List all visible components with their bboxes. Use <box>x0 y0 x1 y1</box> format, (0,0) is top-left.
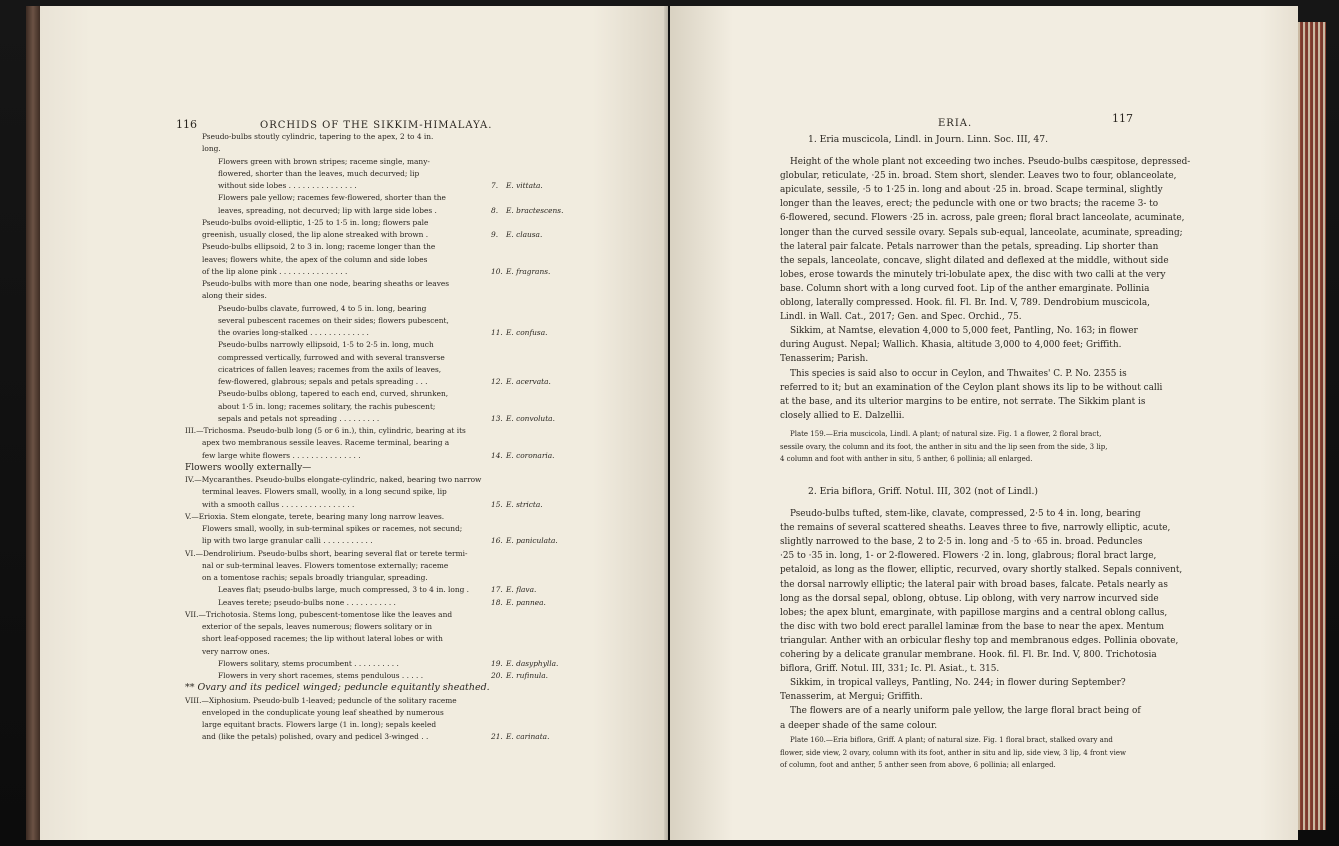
key-line <box>190 499 615 511</box>
body-line: slightly narrowed to the base, 2 to 2·5 in. long and ·5 to ·65 in. broad. Peduncles <box>780 537 1143 548</box>
body-line: lobes; the apex blunt, emarginate, with papillose margins and a central oblong callus, <box>780 607 1168 618</box>
key-line <box>190 376 615 388</box>
key-line-text: Pseudo-bulbs clavate, furrowed, 4 to 5 in. long, bearing <box>218 303 427 313</box>
body-line: a deeper shade of the same colour. <box>780 720 938 731</box>
key-line-text: several pubescent racemes on their sides; flowers pubescent, <box>218 315 449 325</box>
key-line <box>190 646 615 658</box>
key-line-text: exterior of the sepals, leaves numerous; flowers solitary or in <box>202 622 432 631</box>
body-line: Height of the whole plant not exceeding two inches. Pseudo-bulbs cæspitose, depressed- <box>790 157 1191 167</box>
body-line: referred to it; but an examination of the Ceylon plant shows its lip to be without calli <box>780 382 1163 393</box>
body-line: the remains of several scattered sheaths. Leaves three to five, narrowly elliptic, acute, <box>780 523 1171 534</box>
body-line: globular, reticulate, ·25 in. broad. Stem short, slender. Leaves two to four, oblanceolate, <box>780 171 1177 182</box>
key-line-text: without side lobes . . . . . . . . . . . . . . . <box>218 181 357 190</box>
key-line-text: Flowers solitary, stems procumbent . . . . . . . . . . <box>218 658 399 668</box>
key-line-text: Pseudo-bulbs narrowly ellipsoid, 1·5 to 2·5 in. long, much <box>218 340 434 350</box>
running-head: ORCHIDS OF THE SIKKIM-HIMALAYA. <box>260 120 493 131</box>
key-line <box>190 180 615 192</box>
species-number: 7. <box>491 181 499 190</box>
key-line-text: on a tomentose rachis; sepals broadly triangular, spreading. <box>202 573 428 582</box>
species-name: E. clausa. <box>506 230 543 239</box>
key-line-text: apex two membranous sessile leaves. Raceme terminal, bearing a <box>202 438 450 448</box>
key-line-text: leaves; flowers white, the apex of the column and side lobes <box>202 254 428 264</box>
key-line-text: few-flowered, glabrous; sepals and petals spreading . . . <box>218 377 428 386</box>
key-line <box>190 217 615 229</box>
key-line-text: cicatrices of fallen leaves; racemes from the axils of leaves, <box>218 364 442 374</box>
species-number: 20. <box>491 671 503 680</box>
body-line: Pseudo-bulbs tufted, stem-like, clavate, compressed, 2·5 to 4 in. long, bearing <box>790 509 1141 519</box>
key-line-text: Flowers woolly externally— <box>185 462 312 473</box>
species-number: 17. <box>491 585 503 595</box>
species-number: 18. <box>491 597 503 607</box>
key-line <box>190 597 615 609</box>
key-line <box>185 548 615 560</box>
body-line: long as the dorsal sepal, oblong, obtuse. Lip oblong, with very narrow incurved side <box>780 593 1159 604</box>
key-line-text: long. <box>202 144 221 154</box>
key-line-text: along their sides. <box>202 291 267 301</box>
body-line: the dorsal narrowly elliptic; the lateral pair with broad bases, falcate. Petals nearly as <box>780 579 1168 590</box>
plate-caption: of column, foot and anther, 5 anther seen from above, 6 pollinia; all enlarged. <box>780 761 1056 769</box>
species-key <box>185 131 615 744</box>
body-line: triangular. Anther with an orbicular fleshy top and membranous edges. Pollinia obovate, <box>780 635 1179 646</box>
body-line: petaloid, as long as the flower, elliptic, recurved, ovary shortly stalked. Sepals connivent, <box>780 565 1183 576</box>
body-line: during August. Nepal; Wallich. Khasia, altitude 3,000 to 4,000 feet; Griffith. <box>780 340 1122 351</box>
key-line <box>190 413 615 425</box>
species-number: 14. <box>491 450 503 460</box>
key-line-text: few large white flowers . . . . . . . . . . . . . . . <box>202 450 361 460</box>
key-line <box>190 670 615 682</box>
species-name: E. paniculata. <box>506 536 558 546</box>
key-line <box>185 682 615 694</box>
key-line <box>190 156 615 168</box>
species-name: E. dasyphylla. <box>506 658 559 668</box>
running-head: ERIA. <box>938 118 973 129</box>
key-line <box>185 695 615 707</box>
key-line <box>190 352 615 364</box>
key-line <box>190 168 615 180</box>
key-line <box>190 254 615 266</box>
species-number: 11. <box>491 328 503 337</box>
key-line-text: Pseudo-bulbs oblong, tapered to each end, curved, shrunken, <box>218 389 449 399</box>
key-line <box>190 584 615 596</box>
body-line: This species is said also to occur in Ceylon, and Thwaites' C. P. No. 2355 is <box>790 368 1127 379</box>
key-line-text: the ovaries long-stalked . . . . . . . . . . . . . <box>218 328 369 337</box>
key-line <box>190 241 615 253</box>
key-line-text: Leaves terete; pseudo-bulbs none . . . . . . . . . . . <box>218 597 396 607</box>
key-line-text: large equitant bracts. Flowers large (1 in. long); sepals keeled <box>202 720 437 729</box>
body-line: the sepals, lanceolate, concave, slight dilated and deflexed at the middle, without side <box>780 255 1169 266</box>
key-line-text: flowered, shorter than the leaves, much decurved; lip <box>218 168 420 178</box>
key-line <box>185 609 615 621</box>
key-line <box>190 143 615 155</box>
species-name: E. flava. <box>506 585 537 595</box>
species-number: 9. <box>491 230 499 239</box>
key-line <box>190 327 615 339</box>
key-line <box>190 707 615 719</box>
key-line-text: VI.—Dendrolirium. Pseudo-bulbs short, bearing several flat or terete termi- <box>185 548 468 558</box>
key-line-text: Leaves flat; pseudo-bulbs large, much compressed, 3 to 4 in. long . <box>218 585 470 595</box>
key-line-text: Pseudo-bulbs stoutly cylindric, tapering to the apex, 2 to 4 in. <box>202 132 434 141</box>
species-number: 21. <box>491 732 503 742</box>
species-number: 8. <box>491 205 499 215</box>
body-line: Sikkim, at Namtse, elevation 4,000 to 5,000 feet, Pantling, No. 163; in flower <box>790 326 1138 337</box>
key-line <box>190 572 615 584</box>
key-line <box>190 437 615 449</box>
species-name: E. carinata. <box>506 732 550 742</box>
key-line-text: Flowers small, woolly, in sub-terminal spikes or racemes, not secund; <box>202 524 463 533</box>
right-page-edges <box>1296 22 1326 830</box>
key-line <box>190 388 615 400</box>
species-name: E. fragrans. <box>506 266 551 276</box>
species-name: E. stricta. <box>506 499 543 509</box>
key-line <box>190 719 615 731</box>
key-line-text: IV.—Mycaranthes. Pseudo-bulbs elongate-cylindric, naked, bearing two narrow <box>185 475 482 484</box>
plate-caption: 4 column and foot with anther in situ, 5 anther, 6 pollinia; all enlarged. <box>780 455 1033 463</box>
key-line-text: Flowers green with brown stripes; raceme single, many- <box>218 156 430 166</box>
key-line-text: VIII.—Xiphosium. Pseudo-bulb 1-leaved; peduncle of the solitary raceme <box>185 695 457 705</box>
species-name: E. acervata. <box>506 377 551 386</box>
key-line <box>190 621 615 633</box>
body-line: Sikkim, in tropical valleys, Pantling, No. 244; in flower during September? <box>790 678 1126 689</box>
key-line-text: terminal leaves. Flowers small, woolly, in a long secund spike, lip <box>202 487 447 497</box>
species-number: 19. <box>491 658 503 668</box>
left-cover-edge <box>26 6 40 840</box>
key-line-text: of the lip alone pink . . . . . . . . . . . . . . . <box>202 266 348 276</box>
section-title: 1. Eria muscicola, Lindl. in Journ. Linn. Soc. III, 47. <box>808 134 1049 145</box>
key-line-text: compressed vertically, furrowed and with several transverse <box>218 352 445 362</box>
key-line <box>190 303 615 315</box>
page-number: 116 <box>176 118 197 131</box>
species-name: E. vittata. <box>506 181 543 190</box>
body-line: apiculate, sessile, ·5 to 1·25 in. long and about ·25 in. broad. Scape terminal, slightly <box>780 185 1163 196</box>
body-line: base. Column short with a long curved foot. Lip of the anther emarginate. Pollinia <box>780 283 1150 294</box>
key-line <box>190 523 615 535</box>
key-line <box>190 229 615 241</box>
key-line <box>190 131 615 143</box>
species-name: E. convoluta. <box>506 413 555 423</box>
key-line <box>190 278 615 290</box>
body-line: lobes, erose towards the minutely tri-lobulate apex, the disc with two calli at the very <box>780 269 1166 280</box>
key-line <box>185 462 615 474</box>
species-number: 12. <box>491 377 503 386</box>
key-line-text: III.—Trichosma. Pseudo-bulb long (5 or 6 in.), thin, cylindric, bearing at its <box>185 426 466 435</box>
species-number: 15. <box>491 499 503 509</box>
body-line: Lindl. in Wall. Cat., 2017; Gen. and Spec. Orchid., 75. <box>780 312 1022 323</box>
body-line: the lateral pair falcate. Petals narrower than the petals, spreading. Lip shorter than <box>780 241 1159 252</box>
body-line: biflora, Griff. Notul. III, 331; Ic. Pl. Asiat., t. 315. <box>780 664 1000 675</box>
body-line: longer than the curved sessile ovary. Sepals sub-equal, lanceolate, acuminate, spreading; <box>780 227 1183 238</box>
body-line: cohering by a delicate granular membrane. Hook. fil. Fl. Br. Ind. V, 800. Trichotosia <box>780 650 1157 660</box>
key-line-text: Flowers pale yellow; racemes few-flowered, shorter than the <box>218 193 446 203</box>
key-line <box>190 560 615 572</box>
plate-caption: sessile ovary, the column and its foot, the anther in situ and the lip seen from the side, 3 lip, <box>780 442 1108 451</box>
body-line: longer than the leaves, erect; the peduncle with one or two bracts; the raceme 3- to <box>780 199 1159 210</box>
body-line: The flowers are of a nearly uniform pale yellow, the large floral bract being of <box>790 706 1141 717</box>
key-line-text: enveloped in the conduplicate young leaf sheathed by numerous <box>202 707 444 717</box>
key-line <box>190 486 615 498</box>
key-line-text: and (like the petals) polished, ovary and pedicel 3-winged . . <box>202 732 429 742</box>
body-line: Tenasserim; Parish. <box>780 354 869 365</box>
key-line-text: lip with two large granular calli . . . . . . . . . . . <box>202 536 373 546</box>
key-line-text: Pseudo-bulbs with more than one node, bearing sheaths or leaves <box>202 279 450 288</box>
key-line <box>190 401 615 413</box>
key-line-text: Pseudo-bulbs ovoid-elliptic, 1·25 to 1·5 in. long; flowers pale <box>202 217 429 227</box>
section-title: 2. Eria biflora, Griff. Notul. III, 302 (not of Lindl.) <box>808 486 1038 497</box>
species-number: 10. <box>491 266 503 276</box>
key-line <box>190 633 615 645</box>
species-name: E. rufinula. <box>506 671 548 680</box>
key-line <box>190 339 615 351</box>
body-line: at the base, and its ulterior margins to be entire, not serrate. The Sikkim plant is <box>780 396 1146 407</box>
key-line <box>185 511 615 523</box>
body-line: closely allied to E. Dalzellii. <box>780 410 905 421</box>
species-number: 16. <box>491 536 503 546</box>
key-line <box>190 364 615 376</box>
body-line: 6-flowered, secund. Flowers ·25 in. across, pale green; floral bract lanceolate, acuminate, <box>780 213 1185 224</box>
key-line <box>190 535 615 547</box>
key-line-text: Flowers in very short racemes, stems pendulous . . . . . <box>218 671 424 680</box>
species-name: E. confusa. <box>506 328 548 337</box>
key-line-text: Pseudo-bulbs ellipsoid, 2 to 3 in. long; raceme longer than the <box>202 242 436 252</box>
key-line-text: very narrow ones. <box>202 646 270 656</box>
species-name: E. pannea. <box>506 597 546 607</box>
key-line-text: short leaf-opposed racemes; the lip without lateral lobes or with <box>202 634 443 644</box>
key-line <box>190 658 615 670</box>
key-line-text: leaves, spreading, not decurved; lip with large side lobes . <box>218 205 437 215</box>
body-line: Tenasserim, at Mergui; Griffith. <box>780 692 923 703</box>
key-line <box>185 425 615 437</box>
plate-caption: Plate 159.—Eria muscicola, Lindl. A plant; of natural size. Fig. 1 a flower, 2 floral bract, <box>790 430 1102 438</box>
key-line <box>190 192 615 204</box>
key-line <box>190 290 615 302</box>
key-line <box>190 731 615 743</box>
plate-caption: Plate 160.—Eria biflora, Griff. A plant; of natural size. Fig. 1 floral bract, stalked ovary and <box>790 736 1113 744</box>
page-number: 117 <box>1112 112 1133 125</box>
key-line <box>190 450 615 462</box>
key-line-text: about 1·5 in. long; racemes solitary, the rachis pubescent; <box>218 401 436 411</box>
species-name: E. bractescens. <box>506 205 564 215</box>
key-line-text: greenish, usually closed, the lip alone streaked with brown . <box>202 230 429 239</box>
key-line <box>190 315 615 327</box>
key-line-text: V.—Erioxia. Stem elongate, terete, bearing many long narrow leaves. <box>185 511 445 521</box>
species-name: E. coronaria. <box>506 450 555 460</box>
body-line: ·25 to ·35 in. long, 1- or 2-flowered. Flowers ·2 in. long, glabrous; floral bract large, <box>780 551 1157 562</box>
key-line-text: ** Ovary and its pedicel winged; peduncle equitantly sheathed. <box>185 682 490 694</box>
key-line <box>190 205 615 217</box>
key-line <box>185 474 615 486</box>
key-line-text: nal or sub-terminal leaves. Flowers tomentose externally; raceme <box>202 560 449 570</box>
plate-caption: flower, side view, 2 ovary, column with its foot, anther in situ and lip, side view, 3 lip, 4 front view <box>780 748 1126 757</box>
species-number: 13. <box>491 413 503 423</box>
key-line-text: VII.—Trichotosia. Stems long, pubescent-tomentose like the leaves and <box>185 609 453 619</box>
key-line-text: with a smooth callus . . . . . . . . . . . . . . . . <box>202 499 355 509</box>
key-line <box>190 266 615 278</box>
key-line-text: sepals and petals not spreading . . . . . . . . . <box>218 413 380 423</box>
body-line: the disc with two bold erect parallel laminæ from the base to near the apex. Mentum <box>780 621 1165 632</box>
body-line: oblong, laterally compressed. Hook. fil. Fl. Br. Ind. V, 789. Dendrobium muscicola, <box>780 298 1150 308</box>
